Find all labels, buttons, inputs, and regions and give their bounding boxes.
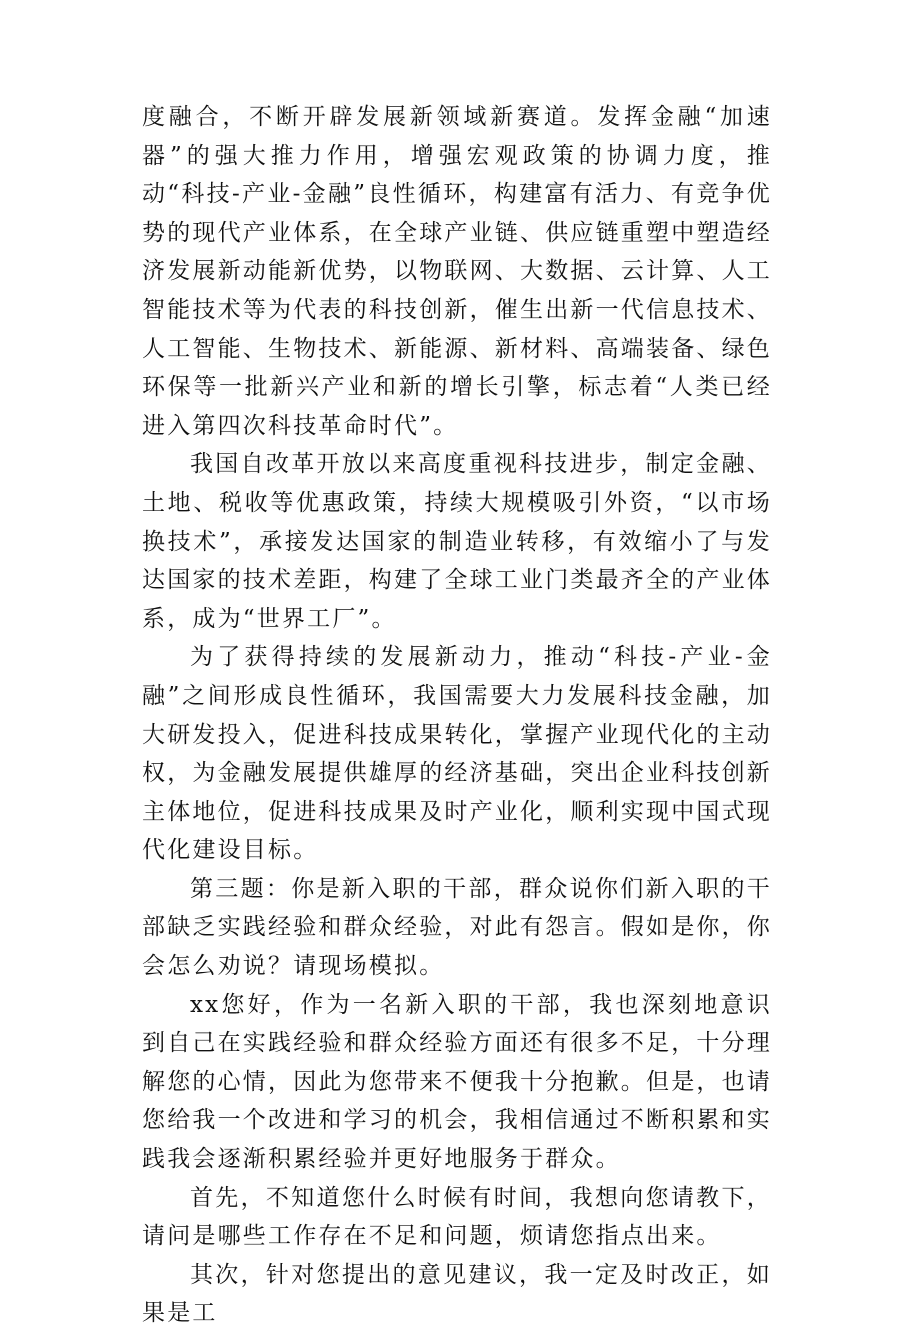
paragraph-3: 为了获得持续的发展新动力，推动“科技-产业-金融”之间形成良性循环，我国需要大力发展科技金融，加大研发投入，促进科技成果转化，掌握产业现代化的主动权，为金融发展提供雄厚的经济基础，突出企业科技创新主体地位，促进科技成果及时产业化，顺利实现中国式现代化建设目标。 <box>142 644 772 864</box>
paragraph-7: 其次，针对您提出的意见建议，我一定及时改正，如果是工 <box>142 1261 772 1327</box>
paragraph-2: 我国自改革开放以来高度重视科技进步，制定金融、土地、税收等优惠政策，持续大规模吸引外资，“以市场换技术”，承接发达国家的制造业转移，有效缩小了与发达国家的技术差距，构建了全球工业门类最齐全的产业体系，成为“世界工厂”。 <box>142 451 772 632</box>
document-page <box>142 98 772 1333</box>
paragraph-4-question: 第三题：你是新入职的干部，群众说你们新入职的干部缺乏实践经验和群众经验，对此有怨言。假如是你，你会怎么劝说？请现场模拟。 <box>142 875 772 980</box>
paragraph-5: xx您好，作为一名新入职的干部，我也深刻地意识到自己在实践经验和群众经验方面还有很多不足，十分理解您的心情，因此为您带来不便我十分抱歉。但是，也请您给我一个改进和学习的机会，我相信通过不断积累和实践我会逐渐积累经验并更好地服务于群众。 <box>142 991 772 1173</box>
paragraph-6: 首先，不知道您什么时候有时间，我想向您请教下，请问是哪些工作存在不足和问题，烦请您指点出来。 <box>142 1184 772 1250</box>
paragraph-1: 度融合，不断开辟发展新领域新赛道。发挥金融“加速器”的强大推力作用，增强宏观政策的协调力度，推动“科技-产业-金融”良性循环，构建富有活力、有竞争优势的现代产业体系，在全球产业链、供应链重塑中塑造经济发展新动能新优势，以物联网、大数据、云计算、人工智能技术等为代表的科技创新，催生出新一代信息技术、人工智能、生物技术、新能源、新材料、高端装备、绿色环保等一批新兴产业和新的增长引擎，标志着“人类已经进入第四次科技革命时代”。 <box>142 104 772 439</box>
